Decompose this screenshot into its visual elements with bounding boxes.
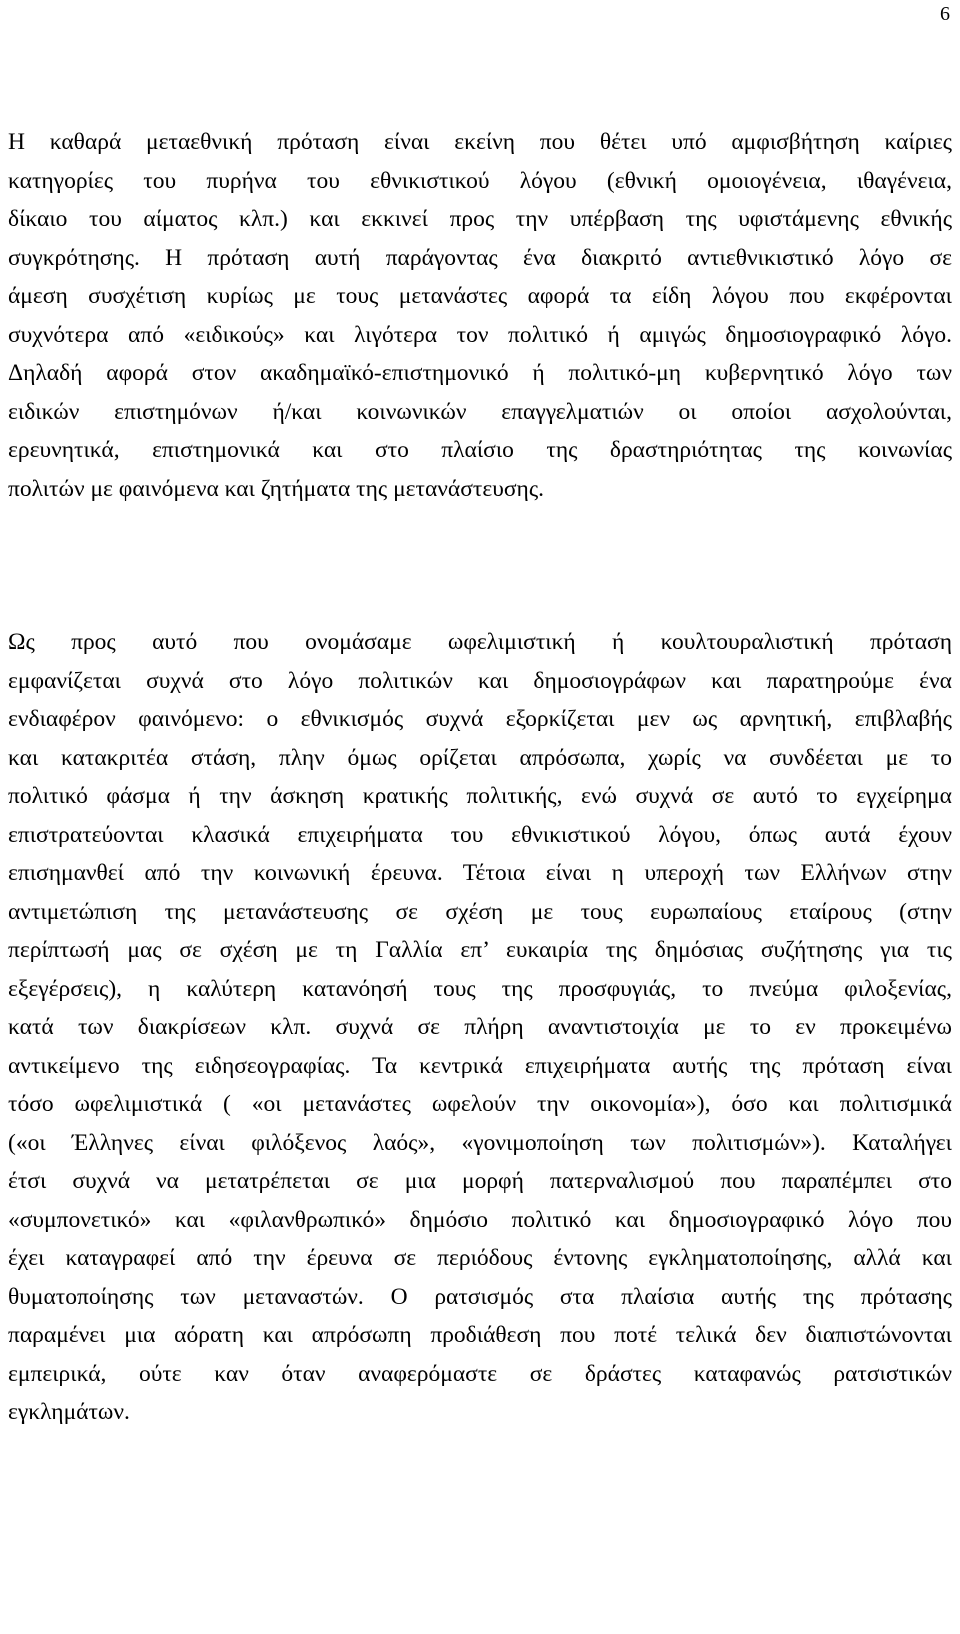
text-line: περίπτωσή μας σε σχέση με τη Γαλλία επ’ ευκαιρία της δημόσιας συζήτησης για τις xyxy=(8,937,952,963)
text-line: αντιμετώπιση της μετανάστευσης σε σχέση με τους ευρωπαίους εταίρους (στην xyxy=(8,898,952,925)
paragraph-2 xyxy=(8,623,952,1432)
text-line: Δηλαδή αφορά στον ακαδημαϊκό-επιστημονικό ή πολιτικό-μη κυβερνητικό λόγο των xyxy=(8,360,952,386)
text-line: εξεγέρσεις), η καλύτερη κατανόησή τους της προσφυγιάς, το πνεύμα φιλοξενίας, xyxy=(8,975,952,1002)
text-line: ερευνητικά, επιστημονικά και στο πλαίσιο της δραστηριότητας της κοινωνίας xyxy=(8,437,952,463)
page-number: 6 xyxy=(940,3,950,25)
text-line: ενδιαφέρον φαινόμενο: ο εθνικισμός συχνά εξορκίζεται μεν ως αρνητική, επιβλαβής xyxy=(8,706,952,732)
text-line: («οι Έλληνες είναι φιλόξενος λαός», «γονιμοποίηση των πολιτισμών»). Καταλήγει xyxy=(8,1129,952,1156)
text-line: έτσι συχνά να μετατρέπεται σε μια μορφή πατερναλισμού που παραπέμπει στο xyxy=(8,1168,952,1194)
text-line: πολιτικό φάσμα ή την άσκηση κρατικής πολιτικής, ενώ συχνά σε αυτό το εγχείρημα xyxy=(8,783,952,809)
text-line: συγκρότησης. Η πρόταση αυτή παράγοντας ένα διακριτό αντιεθνικιστικό λόγο σε xyxy=(8,244,952,271)
text-line: εγκλημάτων. xyxy=(8,1399,130,1425)
text-line: εμφανίζεται συχνά στο λόγο πολιτικών και δημοσιογράφων και παρατηρούμε ένα xyxy=(8,667,952,694)
text-line: ειδικών επιστημόνων ή/και κοινωνικών επαγγελματιών οι οποίοι ασχολούνται, xyxy=(8,398,952,425)
text-line: θυματοποίησης των μεταναστών. Ο ρατσισμός στα πλαίσια αυτής της πρότασης xyxy=(8,1283,952,1310)
text-line: και κατακριτέα στάση, πλην όμως ορίζεται απρόσωπα, χωρίς να συνδέεται με το xyxy=(8,744,952,771)
text-line: πολιτών με φαινόμενα και ζητήματα της μετανάστευσης. xyxy=(8,475,545,502)
text-line: παραμένει μια αόρατη και απρόσωπη προδιάθεση που ποτέ τελικά δεν διαπιστώνονται xyxy=(8,1322,952,1348)
text-line: επιστρατεύονται κλασικά επιχειρήματα του εθνικιστικού λόγου, όπως αυτά έχουν xyxy=(8,821,952,848)
text-line: Η καθαρά μεταεθνική πρόταση είναι εκείνη που θέτει υπό αμφισβήτηση καίριες xyxy=(8,129,952,155)
text-line: συχνότερα από «ειδικούς» και λιγότερα τον πολιτικό ή αμιγώς δημοσιογραφικό λόγο. xyxy=(8,321,952,348)
text-line: «συμπονετικό» και «φιλανθρωπικό» δημόσιο πολιτικό και δημοσιογραφικό λόγο που xyxy=(8,1206,952,1233)
text-line: κατηγορίες του πυρήνα του εθνικιστικού λόγου (εθνική ομοιογένεια, ιθαγένεια, xyxy=(8,167,952,194)
paragraph-1 xyxy=(8,123,952,508)
text-line: έχει καταγραφεί από την έρευνα σε περιόδους έντονης εγκληματοποίησης, αλλά και xyxy=(8,1245,952,1271)
text-line: αντικείμενο της ειδησεογραφίας. Τα κεντρικά επιχειρήματα αυτής της πρόταση είναι xyxy=(8,1052,952,1079)
text-line: Ως προς αυτό που ονομάσαμε ωφελιμιστική ή κουλτουραλιστική πρόταση xyxy=(8,629,952,655)
text-line: επισημανθεί από την κοινωνική έρευνα. Τέτοια είναι η υπεροχή των Ελλήνων στην xyxy=(8,860,952,886)
text-line: κατά των διακρίσεων κλπ. συχνά σε πλήρη αναντιστοιχία με το εν προκειμένω xyxy=(8,1014,952,1040)
text-line: άμεση συσχέτιση κυρίως με τους μετανάστες αφορά τα είδη λόγου που εκφέρονται xyxy=(8,283,952,309)
text-line: δίκαιο του αίματος κλπ.) και εκκινεί προς την υπέρβαση της υφιστάμενης εθνικής xyxy=(8,206,952,232)
text-line: εμπειρικά, ούτε καν όταν αναφερόμαστε σε δράστες καταφανώς ρατσιστικών xyxy=(8,1360,952,1387)
text-line: τόσο ωφελιμιστικά ( «οι μετανάστες ωφελούν την οικονομία»), όσο και πολιτισμικά xyxy=(8,1091,952,1117)
